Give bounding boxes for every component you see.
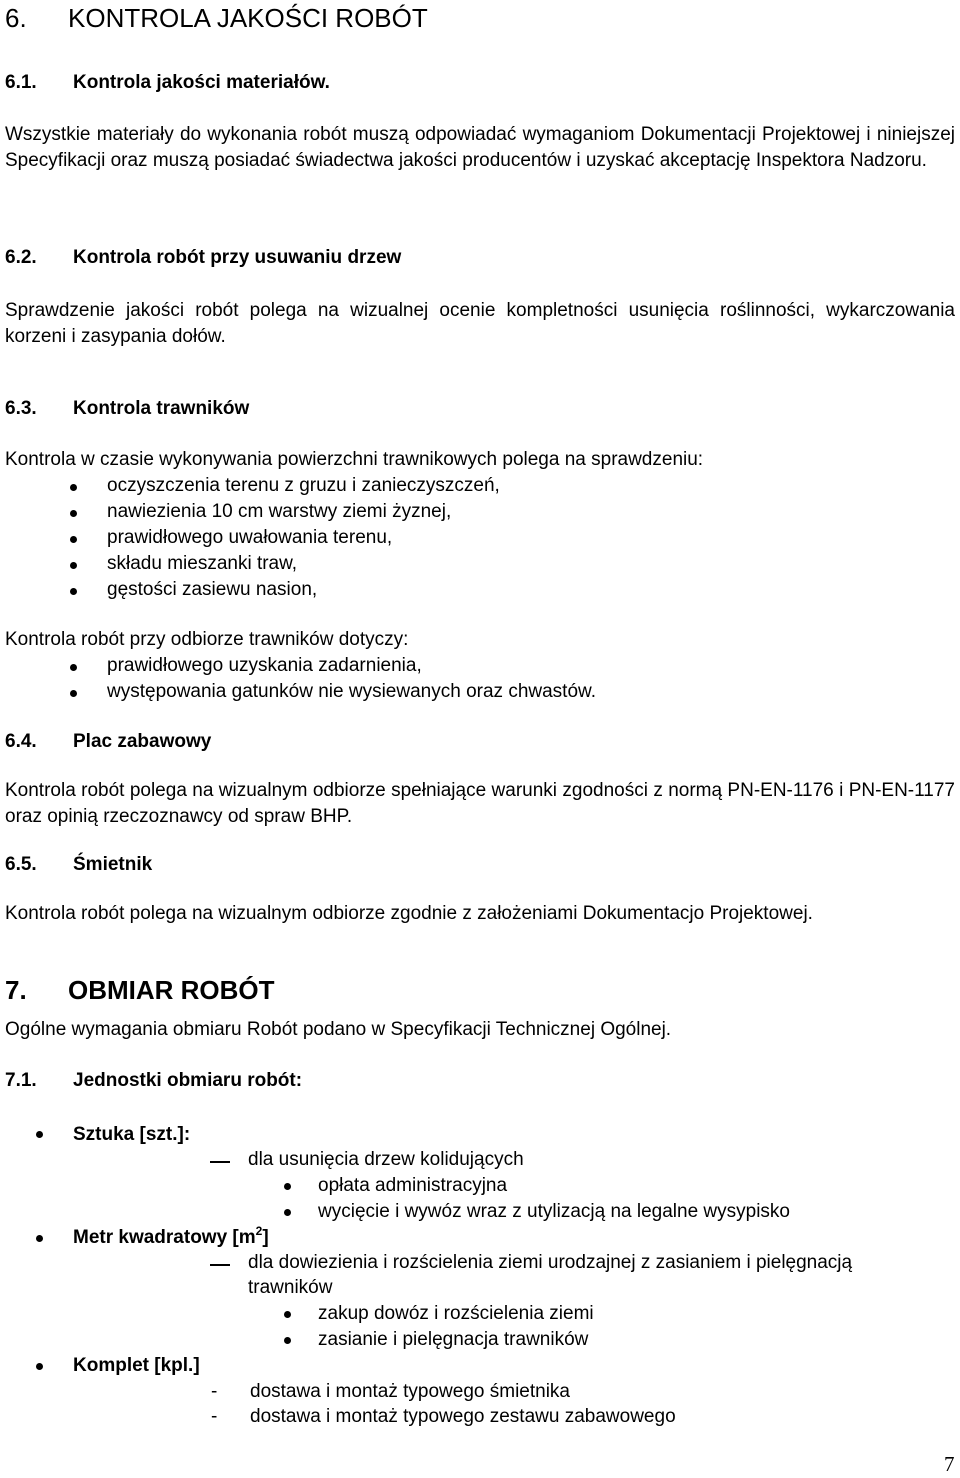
bullet-icon (284, 1209, 291, 1216)
list-item: zakup dowóz i rozścielenia ziemi (318, 1303, 594, 1324)
heading-7-number: 7. (5, 975, 27, 1005)
paragraph-6-1: Wszystkie materiały do wykonania robót muszą odpowiadać wymaganiom Dokumentacji Projektowej i niniejszej Specyfikacji oraz muszą posiadać świadectwa jakości producentów i uzyskać akceptację Inspektora Nadzoru. (5, 124, 955, 171)
heading-6-number: 6. (5, 3, 27, 33)
dash-marker: - (211, 1406, 218, 1427)
dash-icon (210, 1161, 230, 1163)
list-item: oczyszczenia terenu z gruzu i zanieczyszczeń, (107, 475, 500, 496)
bullet-icon (70, 690, 77, 697)
heading-6-2-title: Kontrola robót przy usuwaniu drzew (73, 247, 402, 268)
unit-sub-item-line1: dla dowiezienia i rozścielenia ziemi urodzajnej z zasianiem i pielęgnacją (248, 1252, 853, 1273)
bullet-icon (36, 1363, 43, 1370)
list-item: dostawa i montaż typowego zestawu zabawowego (250, 1406, 676, 1427)
bullet-icon (284, 1183, 291, 1190)
bullet-icon (70, 588, 77, 595)
page-number: 7 (944, 1452, 955, 1476)
paragraph-6-3-intro: Kontrola w czasie wykonywania powierzchni trawnikowych polega na sprawdzeniu: (5, 449, 704, 470)
heading-6-4-number: 6.4. (5, 731, 37, 752)
bullet-icon (284, 1337, 291, 1344)
dash-icon (210, 1264, 230, 1266)
bullet-icon (70, 484, 77, 491)
superscript: 2 (255, 1224, 263, 1238)
paragraph-7: Ogólne wymagania obmiaru Robót podano w Specyfikacji Technicznej Ogólnej. (5, 1019, 672, 1040)
list-item: prawidłowego uwałowania terenu, (107, 527, 393, 548)
heading-7-title: OBMIAR ROBÓT (68, 975, 275, 1005)
heading-6-5-title: Śmietnik (73, 854, 153, 875)
heading-6-2-number: 6.2. (5, 247, 37, 268)
paragraph-6-5: Kontrola robót polega na wizualnym odbiorze zgodnie z założeniami Dokumentacjo Projektowej. (5, 903, 813, 924)
list-item: zasianie i pielęgnacja trawników (318, 1329, 589, 1350)
heading-6-1-title: Kontrola jakości materiałów. (73, 72, 330, 93)
heading-6-4-title: Plac zabawowy (73, 731, 212, 752)
unit-label-metr: Metr kwadratowy $[m^2]$ (73, 1224, 269, 1248)
heading-6-title: KONTROLA JAKOŚCI ROBÓT (68, 3, 428, 33)
heading-7-1-title: Jednostki obmiaru robót: (73, 1070, 303, 1091)
bullet-icon (70, 536, 77, 543)
unit-label-komplet: Komplet [kpl.] (73, 1355, 200, 1376)
list-item: nawiezienia 10 cm warstwy ziemi żyznej, (107, 501, 452, 522)
heading-7-1-number: 7.1. (5, 1070, 37, 1091)
heading-6-3-title: Kontrola trawników (73, 398, 250, 419)
list-item: występowania gatunków nie wysiewanych oraz chwastów. (107, 681, 596, 702)
heading-6-3-number: 6.3. (5, 398, 37, 419)
unit-label-sztuka: Sztuka [szt.]: (73, 1124, 191, 1145)
list-item: wycięcie i wywóz wraz z utylizacją na legalne wysypisko (318, 1201, 791, 1222)
paragraph-6-4: Kontrola robót polega na wizualnym odbiorze spełniające warunki zgodności z normą PN-EN-1176 i PN-EN-1177 oraz opinią rzeczoznawcy od spraw BHP. (5, 780, 955, 827)
list-item: prawidłowego uzyskania zadarnienia, (107, 655, 422, 676)
list-item: składu mieszanki traw, (107, 553, 298, 574)
unit-sub-item-line2: trawników (248, 1277, 333, 1298)
heading-6-1-number: 6.1. (5, 72, 37, 93)
bullet-icon (70, 510, 77, 517)
dash-marker: - (211, 1381, 218, 1402)
bullet-icon (284, 1311, 291, 1318)
heading-6-5-number: 6.5. (5, 854, 37, 875)
list-item: opłata administracyjna (318, 1175, 508, 1196)
bullet-icon (36, 1131, 43, 1138)
bullet-icon (70, 664, 77, 671)
paragraph-6-3-odbior: Kontrola robót przy odbiorze trawników dotyczy: (5, 629, 409, 650)
bullet-icon (70, 562, 77, 569)
list-item: dostawa i montaż typowego śmietnika (250, 1381, 570, 1402)
paragraph-6-2: Sprawdzenie jakości robót polega na wizualnej ocenie kompletności usunięcia roślinności, wykarczowania korzeni i zasypania dołów. (5, 300, 955, 347)
bullet-icon (36, 1235, 43, 1242)
list-item: gęstości zasiewu nasion, (107, 579, 318, 600)
unit-sub-item: dla usunięcia drzew kolidujących (248, 1149, 524, 1170)
